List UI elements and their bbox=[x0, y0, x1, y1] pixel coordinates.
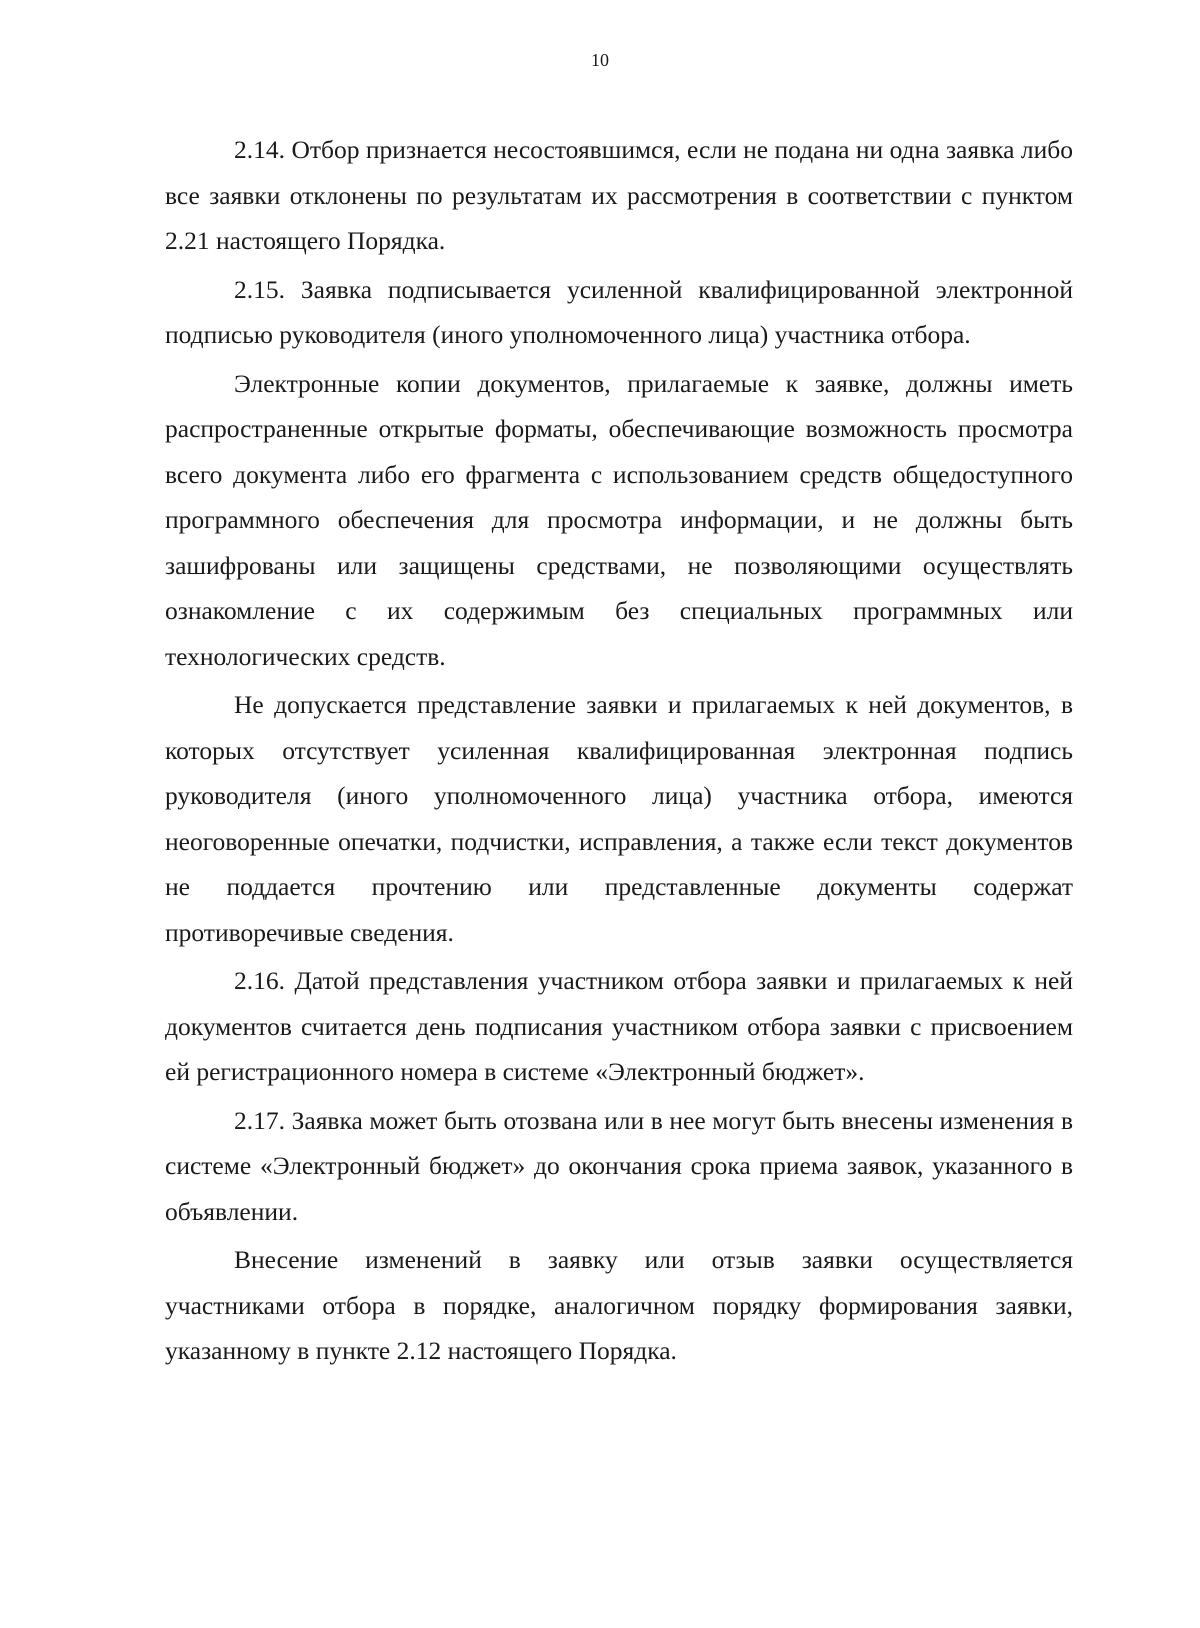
page-number: 10 bbox=[591, 50, 609, 70]
document-body bbox=[165, 127, 1073, 1377]
paragraph-changes: Внесение изменений в заявку или отзыв заявки осуществляется участниками отбора в порядке, аналогичном порядку формирования заявки, указанному в пункте 2.12 настоящего Порядка. bbox=[165, 1245, 1073, 1365]
paragraph-2-16: 2.16. Датой представления участником отбора заявки и прилагаемых к ней документов считается день подписания участником отбора заявки с присвоением ей регистрационного номера в системе «Электронный бюджет». bbox=[165, 966, 1073, 1086]
paragraph-2-14: 2.14. Отбор признается несостоявшимся, если не подана ни одна заявка либо все заявки отклонены по результатам их рассмотрения в соответствии с пунктом 2.21 настоящего Порядка. bbox=[165, 135, 1073, 255]
paragraph-2-15: 2.15. Заявка подписывается усиленной квалифицированной электронной подписью руководителя (иного уполномоченного лица) участника отбора. bbox=[165, 274, 1073, 349]
paragraph-electronic-copies: Электронные копии документов, прилагаемые к заявке, должны иметь распространенные открытые форматы, обеспечивающие возможность просмотра всего документа либо его фрагмента с использованием средств общедоступного программного обеспечения для просмотра информации, и не должны быть зашифрованы или защищены средствами, не позволяющими осуществлять ознакомление с их содержимым без специальных программных или технологических средств. bbox=[165, 368, 1073, 671]
paragraph-2-17: 2.17. Заявка может быть отозвана или в нее могут быть внесены изменения в системе «Электронный бюджет» до окончания срока приема заявок, указанного в объявлении. bbox=[165, 1105, 1073, 1226]
paragraph-not-allowed: Не допускается представление заявки и прилагаемых к ней документов, в которых отсутствует усиленная квалифицированная электронная подпись руководителя (иного уполномоченного лица) участника отбора, имеются неоговоренные опечатки, подчистки, исправления, а также если текст документов не поддается прочтению или представленные документы содержат противоречивые сведения. bbox=[165, 690, 1073, 947]
